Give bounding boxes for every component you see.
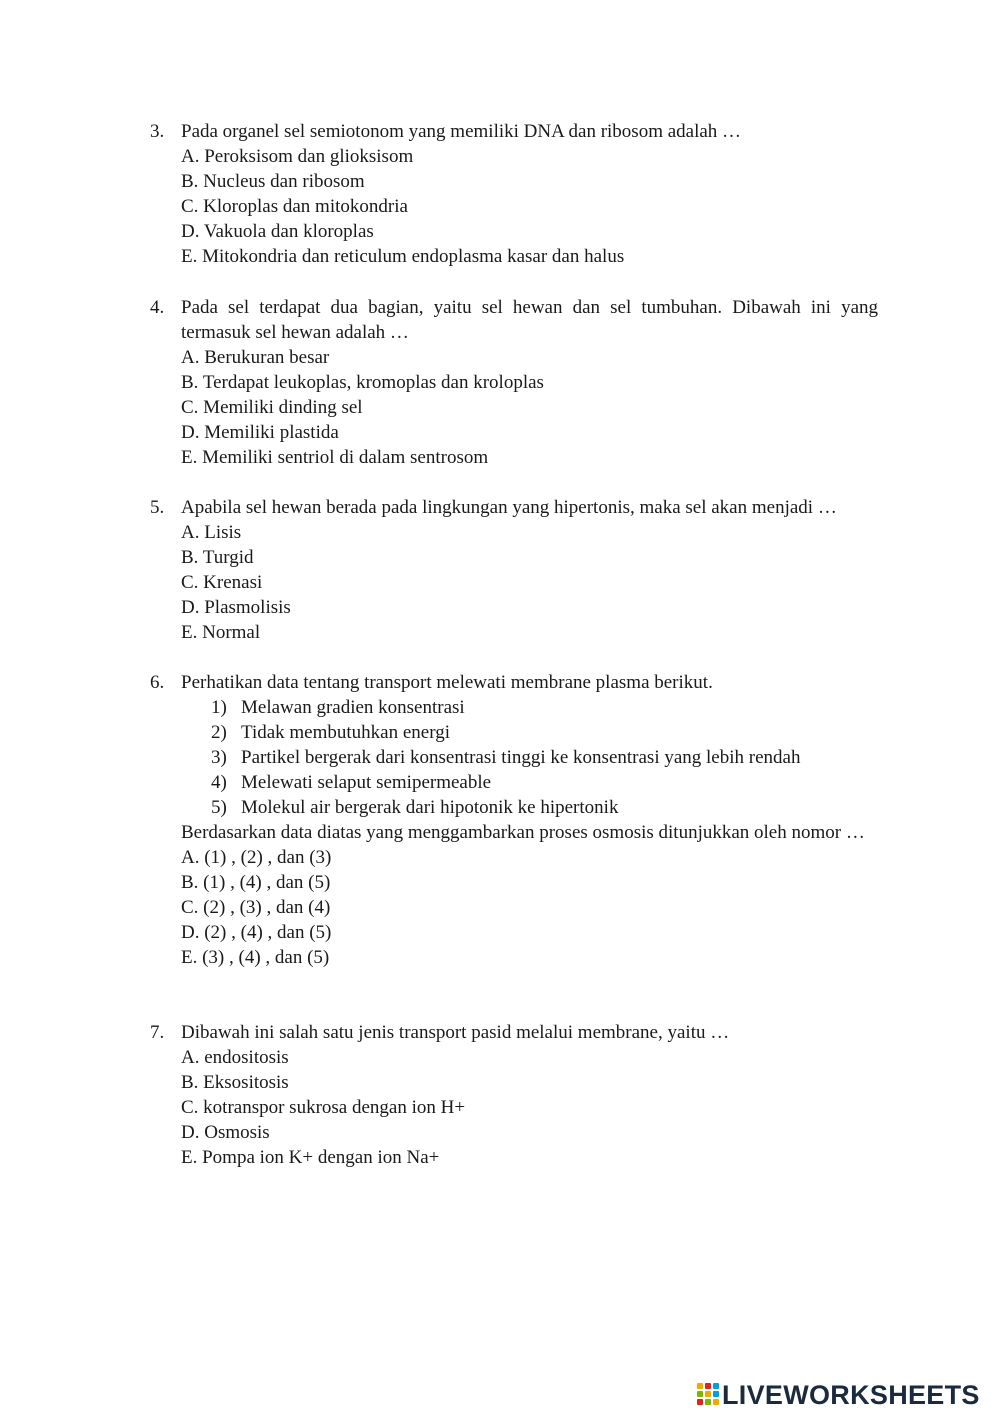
option-c[interactable]: C. kotranspor sukrosa dengan ion H+ — [181, 1097, 466, 1118]
option-b[interactable]: B. Terdapat leukoplas, kromoplas dan kroloplas — [181, 372, 544, 393]
option-d[interactable]: D. (2) , (4) , dan (5) — [181, 922, 332, 943]
option-a[interactable]: A. Peroksisom dan glioksisom — [181, 146, 414, 167]
logo-square — [697, 1391, 703, 1397]
logo-text: LIVEWORKSHEETS — [722, 1379, 980, 1410]
logo-square — [697, 1383, 703, 1389]
statement-number: 3) — [211, 747, 227, 768]
question-3 — [150, 119, 878, 269]
option-e[interactable]: E. Pompa ion K+ dengan ion Na+ — [181, 1147, 440, 1168]
question-number: 7. — [150, 1022, 165, 1043]
question-stem — [150, 1020, 878, 1045]
option-e[interactable]: E. Memiliki sentriol di dalam sentrosom — [181, 447, 489, 468]
question-stem — [150, 495, 878, 520]
statement-4 — [211, 770, 878, 795]
answer-options — [181, 1045, 878, 1170]
question-text: Pada sel terdapat dua bagian, yaitu sel hewan dan sel tumbuhan. Dibawah ini yang termasuk sel hewan adalah … — [181, 297, 878, 343]
logo-grid-icon — [697, 1383, 719, 1407]
option-b[interactable]: B. (1) , (4) , dan (5) — [181, 872, 331, 893]
data-statements — [211, 695, 878, 820]
statement-1 — [211, 695, 878, 720]
question-text: Pada organel sel semiotonom yang memiliki DNA dan ribosom adalah … — [181, 121, 742, 142]
question-stem — [150, 670, 878, 695]
question-text: Perhatikan data tentang transport melewati membrane plasma berikut. — [181, 672, 713, 693]
question-number: 3. — [150, 121, 165, 142]
statement-number: 4) — [211, 772, 227, 793]
answer-options — [181, 144, 878, 269]
question-number: 6. — [150, 672, 165, 693]
statement-text: Melewati selaput semipermeable — [241, 772, 492, 793]
statement-2 — [211, 720, 878, 745]
option-d[interactable]: D. Plasmolisis — [181, 597, 291, 618]
option-b[interactable]: B. Eksositosis — [181, 1072, 289, 1093]
question-stem — [150, 119, 878, 144]
liveworksheets-logo — [697, 1380, 980, 1410]
option-b[interactable]: B. Turgid — [181, 547, 254, 568]
statement-number: 5) — [211, 797, 227, 818]
option-e[interactable]: E. Mitokondria dan reticulum endoplasma kasar dan halus — [181, 246, 625, 267]
option-c[interactable]: C. (2) , (3) , dan (4) — [181, 897, 331, 918]
question-stem — [150, 295, 878, 345]
answer-options — [181, 520, 878, 645]
option-d[interactable]: D. Memiliki plastida — [181, 422, 339, 443]
logo-square — [713, 1399, 719, 1405]
logo-square — [713, 1391, 719, 1397]
question-text: Dibawah ini salah satu jenis transport pasid melalui membrane, yaitu … — [181, 1022, 730, 1043]
logo-square — [713, 1383, 719, 1389]
option-c[interactable]: C. Kloroplas dan mitokondria — [181, 196, 408, 217]
question-7 — [150, 1020, 878, 1170]
option-b[interactable]: B. Nucleus dan ribosom — [181, 171, 365, 192]
option-a[interactable]: A. endositosis — [181, 1047, 289, 1068]
question-6 — [150, 670, 878, 970]
question-number: 4. — [150, 297, 165, 318]
statement-5 — [211, 795, 878, 820]
option-d[interactable]: D. Osmosis — [181, 1122, 270, 1143]
option-c[interactable]: C. Memiliki dinding sel — [181, 397, 363, 418]
option-d[interactable]: D. Vakuola dan kloroplas — [181, 221, 374, 242]
option-e[interactable]: E. (3) , (4) , dan (5) — [181, 947, 330, 968]
logo-square — [705, 1391, 711, 1397]
question-followup: Berdasarkan data diatas yang menggambarkan proses osmosis ditunjukkan oleh nomor … — [181, 822, 865, 843]
option-e[interactable]: E. Normal — [181, 622, 261, 643]
statement-text: Partikel bergerak dari konsentrasi tinggi ke konsentrasi yang lebih rendah — [241, 747, 801, 768]
question-5 — [150, 495, 878, 645]
statement-text: Tidak membutuhkan energi — [241, 722, 450, 743]
option-a[interactable]: A. Lisis — [181, 522, 242, 543]
statement-3 — [211, 745, 878, 770]
option-c[interactable]: C. Krenasi — [181, 572, 263, 593]
statement-text: Molekul air bergerak dari hipotonik ke hipertonik — [241, 797, 619, 818]
option-a[interactable]: A. Berukuran besar — [181, 347, 330, 368]
question-number: 5. — [150, 497, 165, 518]
logo-square — [705, 1399, 711, 1405]
answer-options — [181, 845, 878, 970]
logo-square — [705, 1383, 711, 1389]
statement-text: Melawan gradien konsentrasi — [241, 697, 465, 718]
statement-number: 2) — [211, 722, 227, 743]
logo-square — [697, 1399, 703, 1405]
question-4 — [150, 295, 878, 470]
statement-number: 1) — [211, 697, 227, 718]
option-a[interactable]: A. (1) , (2) , dan (3) — [181, 847, 332, 868]
answer-options — [181, 345, 878, 470]
question-text: Apabila sel hewan berada pada lingkungan yang hipertonis, maka sel akan menjadi … — [181, 497, 837, 518]
